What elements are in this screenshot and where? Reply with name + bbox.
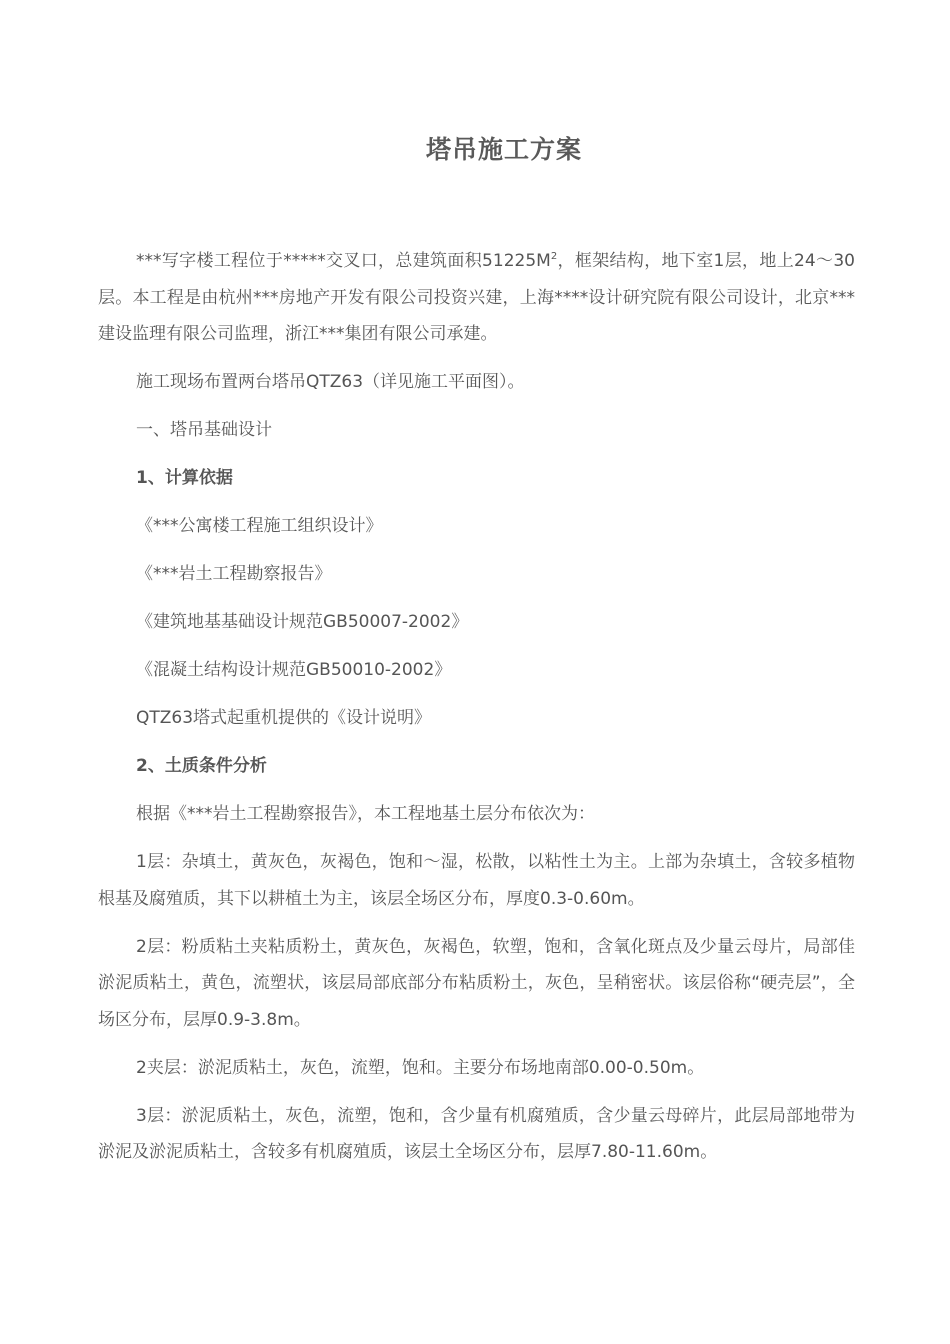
reference-item: 《***岩土工程勘察报告》 [136, 564, 332, 584]
site-layout-paragraph: 施工现场布置两台塔吊QTZ63（详见施工平面图）。 [136, 372, 525, 392]
subsection-heading-basis: 1、计算依据 [136, 468, 233, 488]
soil-layer-paragraph: 1层：杂填土，黄灰色，灰褐色，饱和～湿，松散，以粘性土为主。上部为杂填土，含较多植物根基及腐殖质，其下以耕植土为主，该层全场区分布，厚度0.3-0.60m。 [98, 852, 855, 909]
intro-superscript: 2 [550, 251, 558, 262]
document-title: 塔吊施工方案 [425, 135, 582, 164]
subsection-heading-soil: 2、土质条件分析 [136, 756, 267, 776]
soil-intro-paragraph: 根据《***岩土工程勘察报告》，本工程地基土层分布依次为： [136, 804, 595, 824]
soil-layer-paragraph: 3层：淤泥质粘土，灰色，流塑，饱和，含少量有机腐殖质，含少量云母碎片，此层局部地带为淤泥及淤泥质粘土，含较多有机腐殖质，该层土全场区分布，层厚7.80-11.60m。 [98, 1105, 855, 1162]
reference-item: 《混凝土结构设计规范GB50010-2002》 [136, 660, 452, 680]
document-body [98, 243, 855, 1171]
section-heading-foundation: 一、塔吊基础设计 [136, 420, 272, 440]
intro-paragraph [98, 243, 855, 353]
reference-item: 《***公寓楼工程施工组织设计》 [136, 516, 383, 536]
soil-layer-paragraph: 2层：粉质粘土夹粘质粉土，黄灰色，灰褐色，软塑，饱和，含氧化斑点及少量云母片，局部佳淤泥质粘土，黄色，流塑状，该层局部底部分布粘质粉土，灰色，呈稍密状。该层俗称“硬壳层”，全场区分布，层厚0.9-3.8m。 [98, 936, 855, 1030]
soil-layer-paragraph: 2夹层：淤泥质粘土，灰色，流塑，饱和。主要分布场地南部0.00-0.50m。 [136, 1057, 705, 1078]
intro-text: ***写字楼工程位于*****交叉口，总建筑面积51225M [136, 251, 551, 271]
intro-text-continued: ，框架结构，地下室1层，地上24～30层。本工程是由杭州***房地产开发有限公司投资兴建，上海****设计研究院有限公司设计，北京***建设监理有限公司监理，浙江***集团有限公司承建。 [98, 251, 855, 344]
reference-item: QTZ63塔式起重机提供的《设计说明》 [136, 708, 432, 728]
reference-item: 《建筑地基基础设计规范GB50007-2002》 [136, 612, 469, 632]
